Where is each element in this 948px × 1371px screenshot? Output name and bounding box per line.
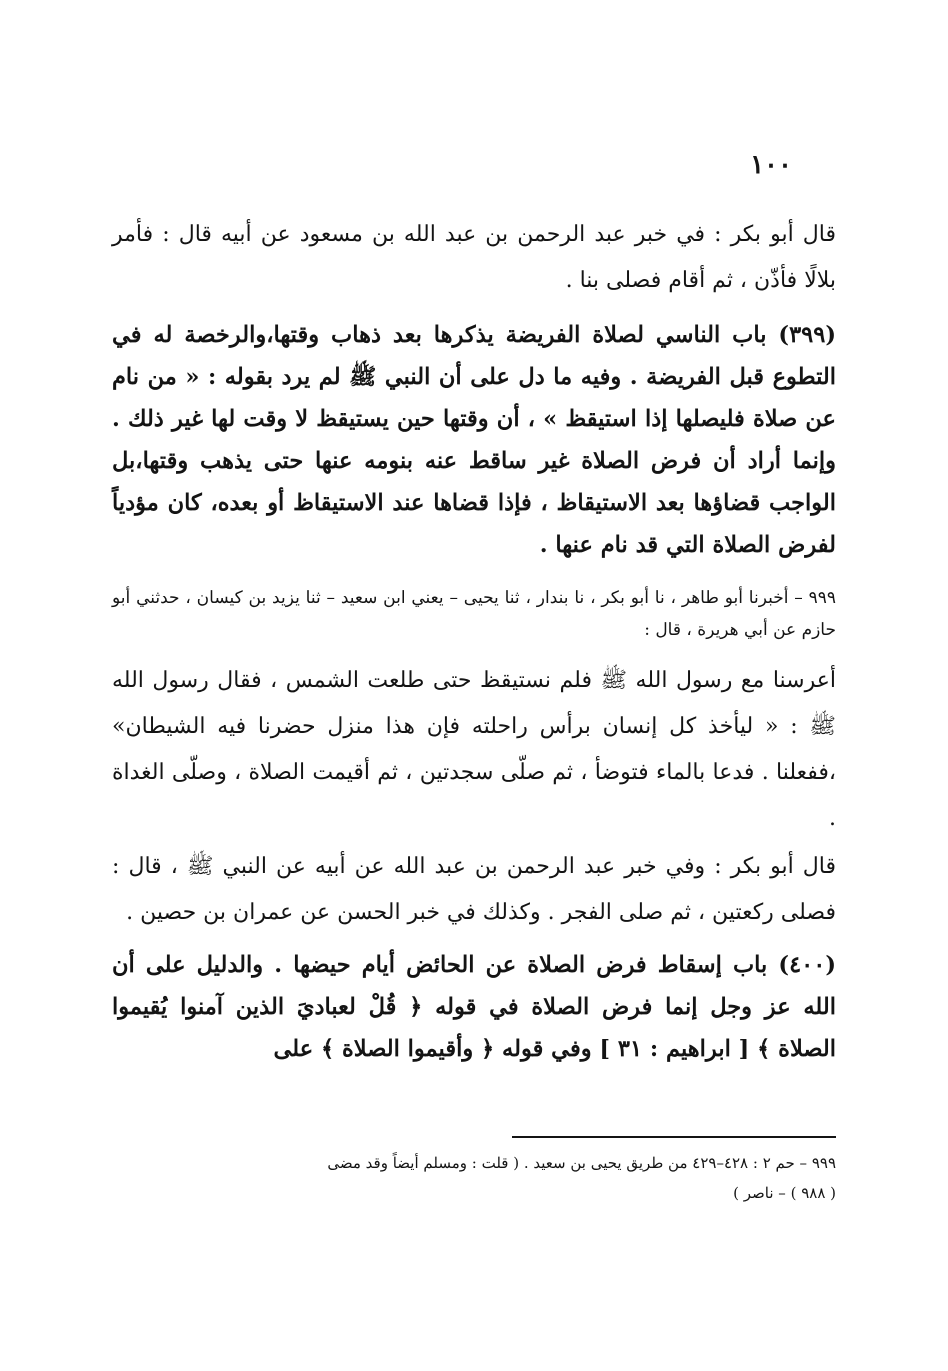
footnote-divider [512,1136,836,1138]
footnote [112,1148,836,1208]
chapter-heading-400: (٤٠٠) باب إسقاط فرض الصلاة عن الحائض أيام حيضها . والدليل على أن الله عز وجل إنما فرض الصلاة في قوله ﴿ قُلْ لعباديَ الذين آمنوا يُقيموا الصلاة ﴾ [ ابراهيم : ٣١ ] وفي قوله ﴿ وأقيموا الصلاة ﴾ على [112,952,836,1062]
commentary-paragraph: قال أبو بكر : وفي خبر عبد الرحمن بن عبد الله عن أبيه عن النبي ﷺ ، قال : فصلى ركعتين ، ثم صلى الفجر . وكذلك في خبر الحسن عن عمران بن حصين . [112,854,836,925]
hadith-chain-999: ٩٩٩ – أخبرنا أبو طاهر ، نا أبو بكر ، نا بندار ، ثنا يحيى – يعني ابن سعيد – ثنا يزيد بن كيسان ، حدثني أبو حازم عن أبي هريرة ، قال : [112,588,836,640]
footnote-line: ( ٩٨٨ ) – ناصر ) [733,1184,836,1202]
hadith-text-999: أعرسنا مع رسول الله ﷺ فلم نستيقظ حتى طلعت الشمس ، فقال رسول الله ﷺ : « ليأخذ كل إنسان برأس راحلته فإن هذا منزل حضرنا فيه الشيطان» ،ففعلنا . فدعا بالماء فتوضأ ، ثم صلّى سجدتين ، ثم أقيمت الصلاة ، وصلّى الغداة . [112,668,836,831]
page-body [112,212,836,1082]
chapter-heading-399: (٣٩٩) باب الناسي لصلاة الفريضة يذكرها بعد ذهاب وقتها،والرخصة له في التطوع قبل الفريضة . وفيه ما دل على أن النبي ﷺ لم يرد بقوله : « من نام عن صلاة فليصلها إذا استيقظ » ، أن وقتها حين يستيقظ لا وقت لها غير ذلك . وإنما أراد أن فرض الصلاة غير ساقط عنه بنومه عنها حتى يذهب وقتها،بل الواجب قضاؤها بعد الاستيقاظ ، فإذا قضاها عند الاستيقاظ أو بعده، كان مؤدياً لفرض الصلاة التي قد نام عنها . [112,322,836,558]
page-number: ١٠٠ [750,150,792,180]
commentary-paragraph: قال أبو بكر : في خبر عبد الرحمن بن عبد الله بن مسعود عن أبيه قال : فأمر بلالًا فأذّن ، ثم أقام فصلى بنا . [112,222,836,293]
footnote-line: ٩٩٩ – حم ٢ : ٤٢٨–٤٢٩ من طريق يحيى بن سعيد . ( قلت : ومسلم أيضاً وقد مضى [327,1154,836,1172]
